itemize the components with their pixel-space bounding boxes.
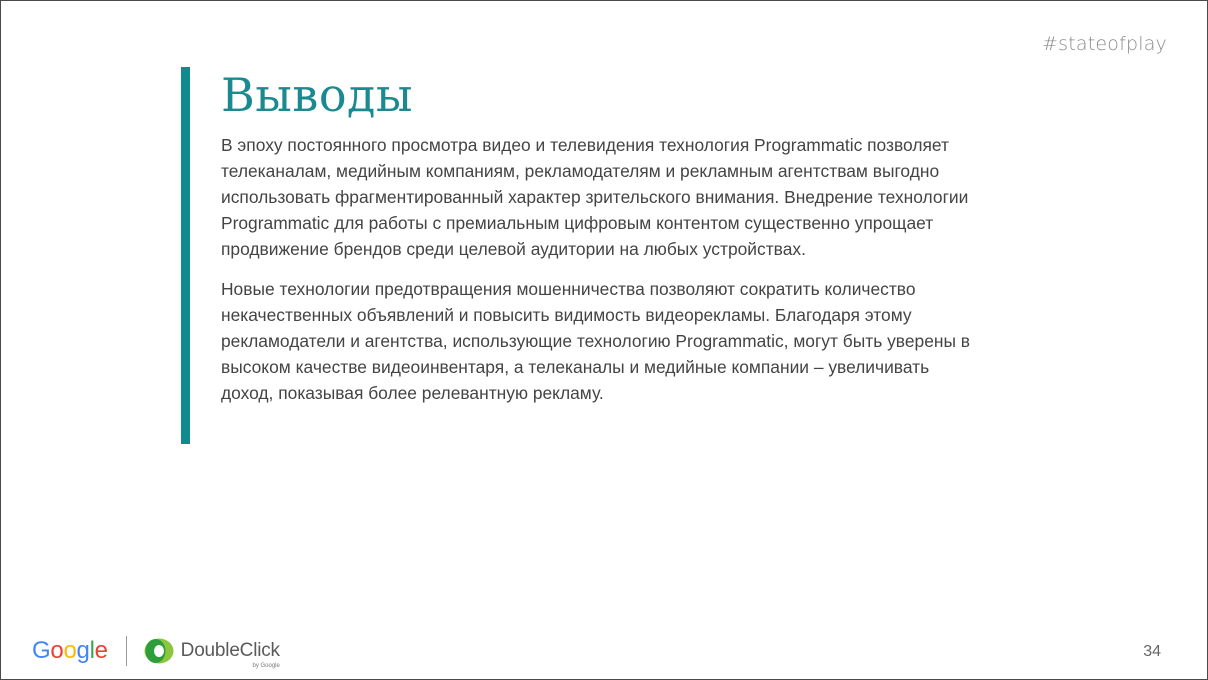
doubleclick-name: DoubleClick [180, 640, 280, 661]
doubleclick-logo-icon [144, 638, 174, 664]
google-logo-letter: g [76, 637, 90, 664]
hashtag: #stateofplay [1042, 33, 1167, 55]
slide-content [221, 67, 981, 406]
footer-divider [126, 636, 127, 666]
paragraph-2: Новые технологии предотвращения мошенничества позволяют сократить количество некачественных объявлений и повысить видимость видеорекламы. Благодаря этому рекламодатели и агентства, использующие технологию Programmatic, могут быть уверены в высоком качестве видеоинвентаря, а телеканалы и медийные компании – увеличивать доход, показывая более релевантную рекламу. [221, 279, 971, 403]
google-logo-letter: o [50, 637, 64, 664]
google-logo-letter: G [32, 637, 51, 664]
google-logo-letter: e [94, 637, 108, 664]
google-logo [32, 636, 108, 666]
accent-bar [181, 67, 190, 444]
doubleclick-tagline: by Google [252, 663, 280, 669]
google-logo-letter: l [89, 637, 95, 664]
doubleclick-wordmark [180, 636, 280, 669]
page-number: 34 [1143, 643, 1161, 660]
footer-logos [32, 636, 280, 669]
paragraph-1: В эпоху постоянного просмотра видео и телевидения технология Programmatic позволяет телеканалам, медийным компаниям, рекламодателям и рекламным агентствам выгодно использовать фрагментированный характер зрительского внимания. Внедрение технологии Programmatic для работы с премиальным цифровым контентом существенно упрощает продвижение брендов среди целевой аудитории на любых устройствах. [221, 135, 969, 259]
google-logo-letter: o [63, 637, 77, 664]
slide-title: Выводы [221, 68, 413, 122]
